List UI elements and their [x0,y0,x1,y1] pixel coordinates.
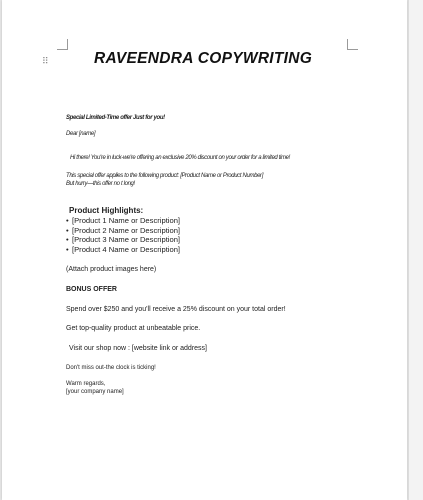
visit-text: Visit our shop now : [website link or address] [69,345,207,352]
list-item [66,226,180,236]
closing-line: Warm regards, [66,381,106,387]
vertical-scrollbar[interactable] [408,0,423,500]
bonus-heading: BONUS OFFER [66,286,117,293]
attach-note: (Attach product images here) [66,266,157,273]
bonus-text: Spend over $250 and you'll receive a 25% discount on your total order! [66,306,286,313]
product-4: [Product 4 Name or Description] [72,244,181,254]
applies-line-1: This special offer applies to the following product: [Product Name or Product Number] [66,173,264,179]
company-name: [your company name] [66,389,124,395]
list-item [66,235,180,245]
subject-line: Special Limited-Time offer Just for you! [66,115,165,121]
document-title: RAVEENDRA COPYWRITING [94,50,313,67]
product-1: [Product 1 Name or Description] [72,216,181,225]
list-item [66,245,180,255]
product-2: [Product 2 Name or Description] [72,225,181,235]
list-item [66,216,180,226]
table-move-handle-icon[interactable]: ⠿ [42,57,49,67]
applies-line-2: But hurry—this offer no t long! [66,181,135,187]
intro-paragraph: Hi there! You're in luck-we're offering an exclusive 20% discount on your order for a limited time! [70,155,290,161]
quality-text: Get top-quality product at unbeatable price. [66,325,201,332]
bullet: • [66,244,69,254]
product-3: [Product 3 Name or Description] [72,235,181,245]
document-page [2,0,407,500]
product-list [66,216,180,254]
crop-mark-top-right [347,39,358,50]
greeting: Dear [name] [66,131,96,137]
highlights-heading: Product Highlights: [69,206,144,215]
bullet: • [66,235,69,245]
bullet: • [66,216,69,225]
urgency-line: Don't miss out-the clock is ticking! [66,365,156,371]
bullet: • [66,225,69,235]
crop-mark-top-left [57,39,68,50]
